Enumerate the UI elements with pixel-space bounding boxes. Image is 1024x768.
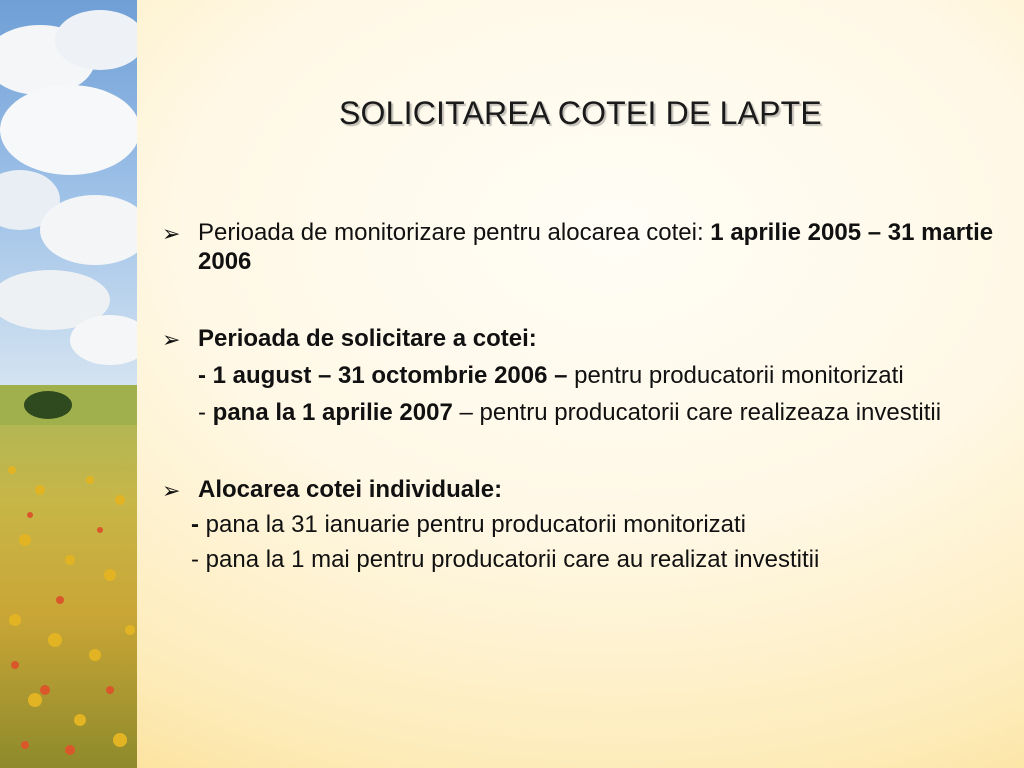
subitem-monitored-producers: [160, 361, 1000, 390]
subitem-dash: -: [191, 511, 199, 538]
arrow-bullet-icon: ➢: [162, 221, 181, 246]
bullet-bold-text: 1 aprilie 2005 – 31 martie 2006: [198, 219, 994, 275]
bullet-heading: Perioada de solicitare a cotei:: [198, 325, 537, 352]
subitem-text: pentru producatorii monitorizati: [567, 362, 904, 389]
bullet-heading: Alocarea cotei individuale:: [198, 476, 503, 503]
subitem-bold-text: - 1 august – 31 octombrie 2006 –: [198, 362, 568, 389]
subitem-text: pana la 31 ianuarie pentru producatorii monitorizati: [199, 511, 746, 538]
slide-content: [160, 218, 1000, 574]
subitem-text: – pentru producatorii care realizeaza investitii: [452, 399, 942, 426]
subitem-may-deadline: [160, 545, 1000, 574]
bullet-text: Perioada de monitorizare pentru alocarea cotei:: [198, 219, 711, 246]
subitem-investing-producers: [160, 398, 1000, 427]
subitem-dash: -: [198, 399, 213, 426]
subitem-text: - pana la 1 mai pentru producatorii care au realizat investitii: [191, 546, 820, 573]
subitem-january-deadline: [160, 510, 1000, 539]
meadow-image: [0, 0, 137, 768]
arrow-bullet-icon: ➢: [162, 478, 181, 503]
subitem-bold-text: pana la 1 aprilie 2007: [212, 399, 453, 426]
bullet-application-period: [160, 324, 1000, 353]
arrow-bullet-icon: ➢: [162, 327, 181, 352]
bullet-individual-allocation: [160, 475, 1000, 504]
slide-title: SOLICITAREA COTEI DE LAPTE: [339, 95, 822, 131]
bullet-monitoring-period: [160, 218, 1000, 276]
